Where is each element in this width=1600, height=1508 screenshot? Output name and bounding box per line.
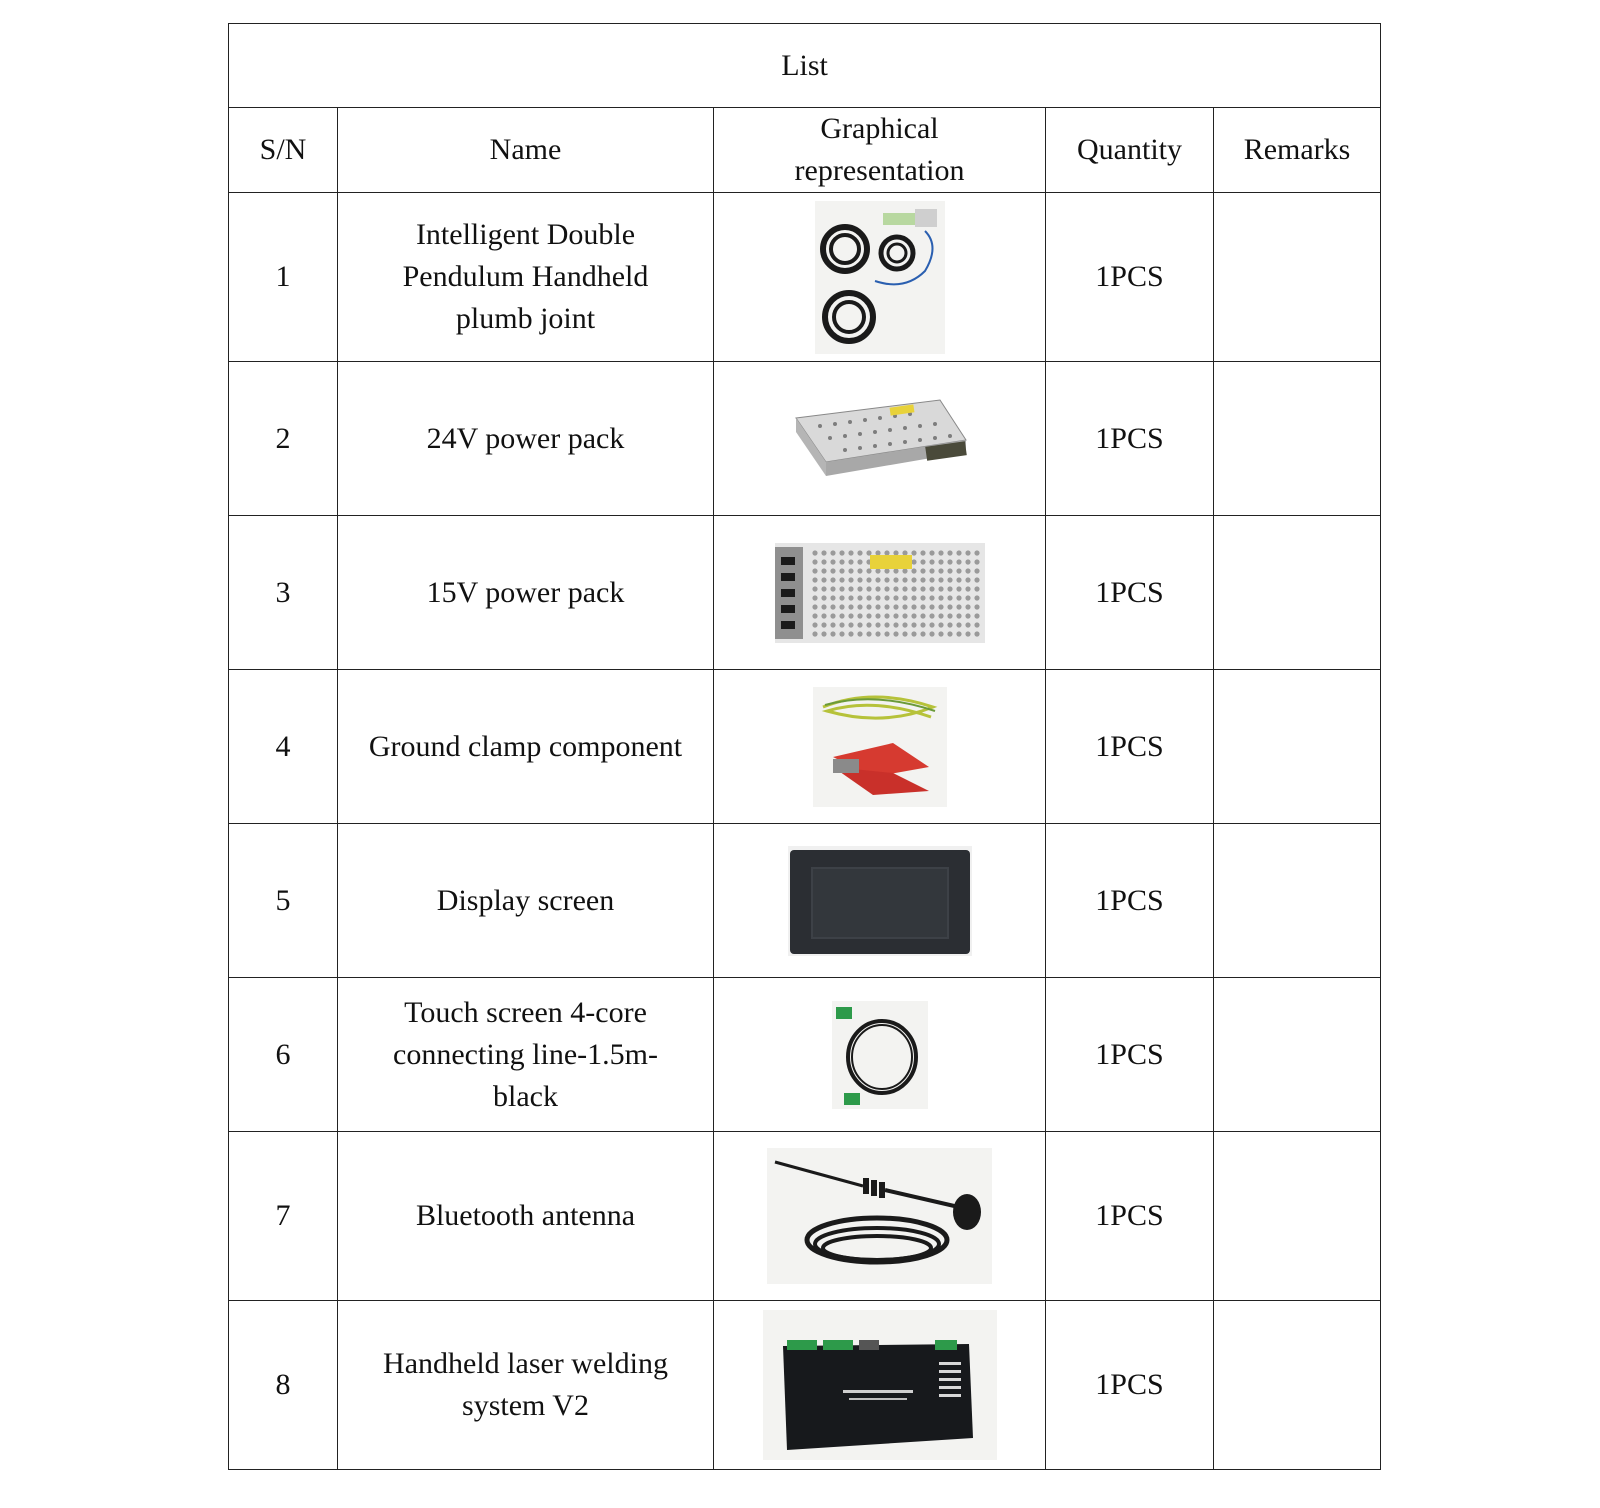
header-sn: S/N (229, 108, 338, 193)
cell-remarks (1214, 362, 1381, 516)
table-row (229, 824, 1381, 978)
header-remarks: Remarks (1214, 108, 1381, 193)
cell-name: Touch screen 4-core connecting line-1.5m-black (338, 978, 714, 1132)
cell-sn: 5 (229, 824, 338, 978)
cell-sn: 8 (229, 1301, 338, 1470)
cable-photo (832, 1001, 928, 1109)
cell-quantity: 1PCS (1046, 670, 1214, 824)
table-row (229, 516, 1381, 670)
table-row (229, 193, 1381, 362)
cell-name: Bluetooth antenna (338, 1132, 714, 1301)
cell-remarks (1214, 193, 1381, 362)
cell-name: 15V power pack (338, 516, 714, 670)
cell-name: Handheld laser welding system V2 (338, 1301, 714, 1470)
table-row (229, 1132, 1381, 1301)
cell-remarks (1214, 824, 1381, 978)
power-supply-photo (790, 396, 970, 482)
cell-name: 24V power pack (338, 362, 714, 516)
cell-name: Ground clamp component (338, 670, 714, 824)
cell-remarks (1214, 670, 1381, 824)
cell-remarks (1214, 978, 1381, 1132)
header-quantity: Quantity (1046, 108, 1214, 193)
cell-name: Intelligent Double Pendulum Handheld plumb joint (338, 193, 714, 362)
cell-name: Display screen (338, 824, 714, 978)
cell-sn: 2 (229, 362, 338, 516)
cable-joint-photo (815, 201, 945, 354)
header-row (229, 108, 1381, 193)
cell-quantity: 1PCS (1046, 1301, 1214, 1470)
cell-quantity: 1PCS (1046, 1132, 1214, 1301)
cell-quantity: 1PCS (1046, 516, 1214, 670)
cell-graphic (714, 978, 1046, 1132)
display-screen-photo (788, 846, 972, 956)
cell-sn: 4 (229, 670, 338, 824)
cell-graphic (714, 1132, 1046, 1301)
cell-remarks (1214, 1132, 1381, 1301)
cell-quantity: 1PCS (1046, 824, 1214, 978)
cell-sn: 1 (229, 193, 338, 362)
cell-quantity: 1PCS (1046, 978, 1214, 1132)
antenna-photo (767, 1148, 992, 1284)
cell-graphic (714, 824, 1046, 978)
table-row (229, 362, 1381, 516)
table-row (229, 978, 1381, 1132)
cell-remarks (1214, 516, 1381, 670)
cell-sn: 3 (229, 516, 338, 670)
cell-remarks (1214, 1301, 1381, 1470)
table-row (229, 670, 1381, 824)
cell-graphic (714, 516, 1046, 670)
cell-quantity: 1PCS (1046, 362, 1214, 516)
table-title: List (229, 24, 1381, 108)
control-box-photo (763, 1310, 997, 1460)
header-name: Name (338, 108, 714, 193)
table-row (229, 1301, 1381, 1470)
cell-graphic (714, 670, 1046, 824)
ground-clamp-photo (813, 687, 947, 807)
cell-graphic (714, 193, 1046, 362)
cell-sn: 7 (229, 1132, 338, 1301)
cell-sn: 6 (229, 978, 338, 1132)
cell-quantity: 1PCS (1046, 193, 1214, 362)
header-graphic: Graphical representation (714, 108, 1046, 193)
item-list-table (228, 23, 1381, 1470)
cell-graphic (714, 1301, 1046, 1470)
power-supply-photo (775, 543, 985, 643)
cell-graphic (714, 362, 1046, 516)
